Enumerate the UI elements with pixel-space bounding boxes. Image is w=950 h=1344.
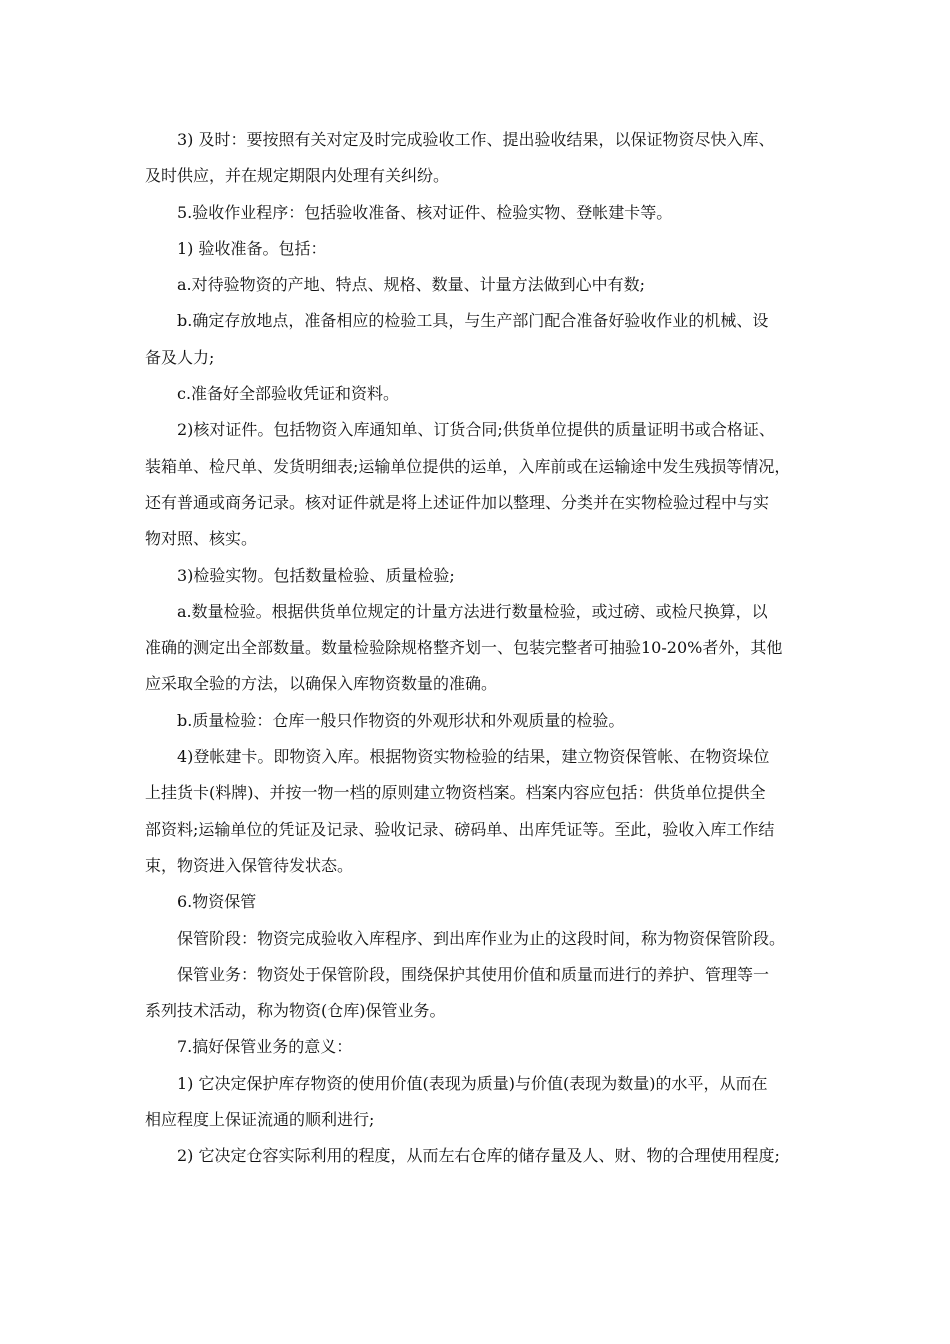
paragraph-line: 备及人力; xyxy=(145,347,215,367)
paragraph-line: 保管阶段：物资完成验收入库程序、到出库作业为止的这段时间，称为物资保管阶段。 xyxy=(177,928,786,948)
paragraph-line: 3) 及时：要按照有关对定及时完成验收工作、提出验收结果，以保证物资尽快入库、 xyxy=(177,130,775,149)
paragraph-line: 及时供应，并在规定期限内处理有关纠纷。 xyxy=(145,166,450,186)
paragraph-line: 2) 它决定仓容实际利用的程度，从而左右仓库的储存量及人、财、物的合理使用程度; xyxy=(177,1146,780,1166)
section-heading: 7.搞好保管业务的意义： xyxy=(177,1037,353,1057)
paragraph-line: 部资料;运输单位的凭证及记录、验收记录、磅码单、出库凭证等。至此，验收入库工作结 xyxy=(145,819,775,839)
paragraph-line: b.质量检验：仓库一般只作物资的外观形状和外观质量的检验。 xyxy=(177,710,625,730)
paragraph-line: c.准备好全部验收凭证和资料。 xyxy=(177,384,400,404)
section-heading: 5.验收作业程序：包括验收准备、核对证件、检验实物、登帐建卡等。 xyxy=(177,202,673,222)
paragraph-line: 准确的测定出全部数量。数量检验除规格整齐划一、包装完整者可抽验10-20%者外，其他 xyxy=(145,638,783,658)
paragraph-line: 相应程度上保证流通的顺利进行; xyxy=(145,1110,375,1130)
section-heading: 6.物资保管 xyxy=(177,892,257,912)
paragraph-line: 1) 验收准备。包括： xyxy=(177,238,327,258)
paragraph-line: b.确定存放地点，准备相应的检验工具，与生产部门配合准备好验收作业的机械、设 xyxy=(177,311,769,331)
paragraph-line: 保管业务：物资处于保管阶段，围绕保护其使用价值和质量而进行的养护、管理等一 xyxy=(177,964,770,984)
paragraph-line: 系列技术活动，称为物资(仓库)保管业务。 xyxy=(145,1001,446,1021)
paragraph-line: 3)检验实物。包括数量检验、质量检验; xyxy=(177,565,455,585)
paragraph-line: 2)核对证件。包括物资入库通知单、订货合同;供货单位提供的质量证明书或合格证、 xyxy=(177,420,775,440)
paragraph-line: 上挂货卡(料牌)、并按一物一档的原则建立物资档案。档案内容应包括：供货单位提供全 xyxy=(145,783,766,803)
paragraph-line: 物对照、核实。 xyxy=(145,529,258,549)
paragraph-line: 还有普通或商务记录。核对证件就是将上述证件加以整理、分类并在实物检验过程中与实 xyxy=(145,492,770,512)
paragraph-line: 1) 它决定保护库存物资的使用价值(表现为质量)与价值(表现为数量)的水平，从而在 xyxy=(177,1073,768,1093)
paragraph-line: 4)登帐建卡。即物资入库。根据物资实物检验的结果，建立物资保管帐、在物资垛位 xyxy=(177,747,770,767)
paragraph-line: a.数量检验。根据供货单位规定的计量方法进行数量检验，或过磅、或检尺换算，以 xyxy=(177,601,768,621)
paragraph-line: 应采取全验的方法，以确保入库物资数量的准确。 xyxy=(145,674,498,694)
document-body xyxy=(145,122,817,1175)
paragraph-line: 装箱单、检尺单、发货明细表;运输单位提供的运单，入库前或在运输途中发生残损等情况， xyxy=(145,456,791,476)
paragraph-line: a.对待验物资的产地、特点、规格、数量、计量方法做到心中有数; xyxy=(177,275,646,295)
paragraph-line: 束，物资进入保管待发状态。 xyxy=(145,855,354,875)
